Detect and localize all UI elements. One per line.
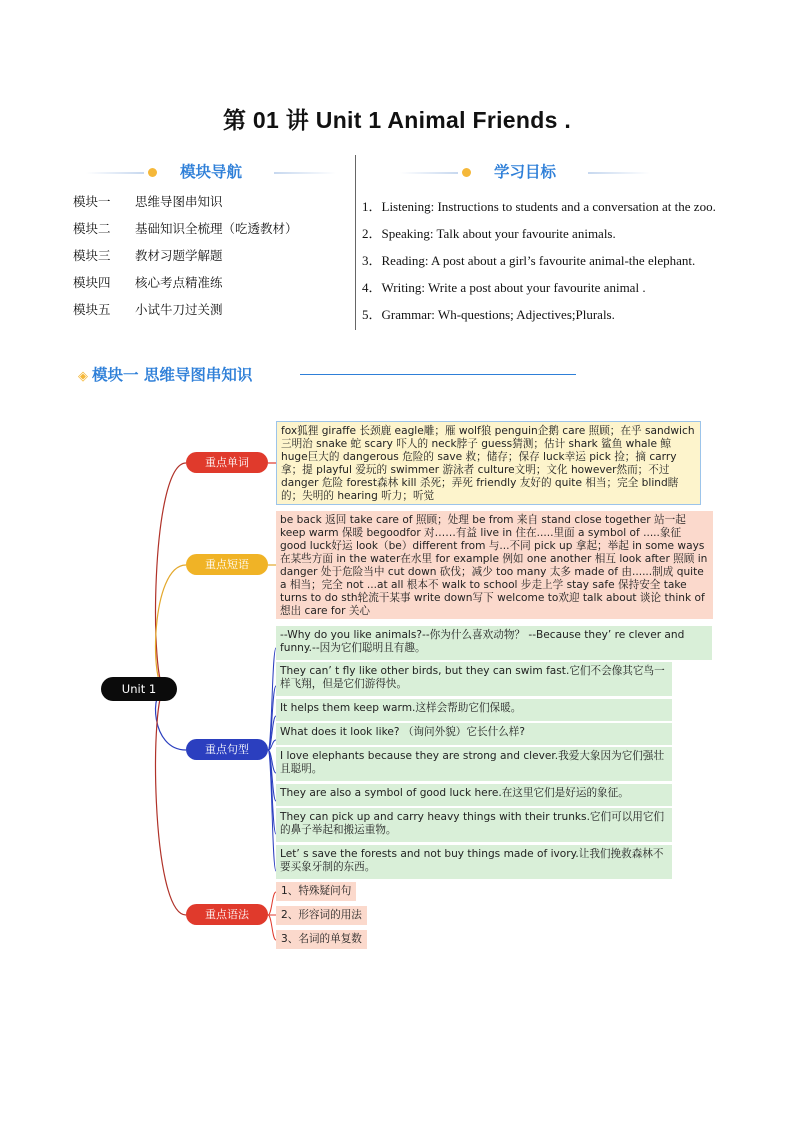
nav-item-text: 核心考点精准练 <box>135 275 223 290</box>
sentence-item: --Why do you like animals?--你为什么喜欢动物？ --Because they’ re clever and funny.--因为它们聪明且有趣。 <box>276 626 712 660</box>
key-phrases-box: be back 返回 take care of 照顾；处理 be from 来自 stand close together 站一起 keep warm 保暖 begoodfor 对……有益 live in 住在.....里面 a symbol of .....象征 good luck好运 look（be）different from 与...不同 pick up 拿起；举起 in some ways 在某些方面 in the water在水里 for example 例如 one another 相互 look after 照顾 in danger 处于危险当中 cut down 砍伐；减少 too many 太多 made of 由......制成 quite a 相当；完全 not ...at all 根本不 walk to school 步走上学 stay safe 保持安全 take turns to do sth轮流干某事 write down写下 welcome to欢迎 talk about 谈论 think of 想出 care for 关心 <box>276 511 713 619</box>
grammar-item: 2、形容词的用法 <box>276 906 367 925</box>
goal-item: 3．Reading: A post about a girl’s favourite animal-the elephant. <box>362 253 696 268</box>
nav-item-key: 模块五 <box>73 302 111 317</box>
sentence-item: They can pick up and carry heavy things with their trunks.它们可以用它们的鼻子举起和搬运重物。 <box>276 808 672 842</box>
diamond-icon: ◈ <box>78 369 88 384</box>
mindmap-root: Unit 1 <box>101 677 177 701</box>
connector-grammar-item <box>268 892 276 915</box>
nav-item-text: 小试牛刀过关测 <box>135 302 223 317</box>
nav-item-text: 基础知识全梳理（吃透教材） <box>135 221 298 236</box>
sentence-item: What does it look like? （询问外貌）它长什么样? <box>276 723 672 745</box>
nav-item-key: 模块一 <box>73 194 111 209</box>
sentence-item: They can’ t fly like other birds, but they can swim fast.它们不会像其它鸟一样飞翔，但是它们游得快。 <box>276 662 672 696</box>
branch-key-phrases: 重点短语 <box>186 554 268 575</box>
sentence-item: Let’ s save the forests and not buy things made of ivory.让我们挽救森林不要买象牙制的东西。 <box>276 845 672 879</box>
grammar-item: 1、特殊疑问句 <box>276 882 356 901</box>
nav-item-key: 模块二 <box>73 221 111 236</box>
nav-item-text: 教材习题学解题 <box>135 248 223 263</box>
goal-item: 1．Listening: Instructions to students and a conversation at the zoo. <box>362 199 716 214</box>
branch-key-grammar: 重点语法 <box>186 904 268 925</box>
connector-words <box>156 463 186 689</box>
nav-item-key: 模块四 <box>73 275 111 290</box>
key-words-box: fox狐狸 giraffe 长颈鹿 eagle雕；雁 wolf狼 penguin企鹅 care 照顾；在乎 sandwich三明治 snake 蛇 scary 吓人的 neck脖子 guess猜测；估计 shark 鲨鱼 whale 鲸 huge巨大的 dangerous 危险的 save 救；储存；保存 luck幸运 pick 捡；摘 carry 拿；提 playful 爱玩的 swimmer 游泳者 culture文明；文化 however然而；不过 danger 危险 forest森林 kill 杀死；弄死 friendly 友好的 quite 相当；完全 blind瞎的；失明的 hearing 听力；听觉 <box>276 421 701 505</box>
goal-item: 2．Speaking: Talk about your favourite animals. <box>362 226 616 241</box>
goal-item: 4．Writing: Write a post about your favourite animal . <box>362 280 646 295</box>
nav-heading-text: 模块导航 <box>179 163 242 181</box>
connector-grammar <box>156 689 186 915</box>
branch-key-sentences: 重点句型 <box>186 739 268 760</box>
grammar-item: 3、名词的单复数 <box>276 930 367 949</box>
connector-phrases <box>156 565 186 689</box>
sentence-item: It helps them keep warm.这样会帮助它们保暖。 <box>276 699 672 721</box>
goals-heading-text: 学习目标 <box>493 163 556 181</box>
section-title-text: 模块一 思维导图串知识 <box>92 366 253 384</box>
nav-item-text: 思维导图串知识 <box>135 194 223 209</box>
sentence-item: They are also a symbol of good luck here.在这里它们是好运的象征。 <box>276 784 672 806</box>
connector-grammar-item <box>268 915 276 940</box>
sentence-item: I love elephants because they are strong and clever.我爱大象因为它们强壮且聪明。 <box>276 747 672 781</box>
goal-item: 5．Grammar: Wh-questions; Adjectives;Plurals. <box>362 307 615 322</box>
nav-item-key: 模块三 <box>73 248 111 263</box>
page-title: 第 01 讲 Unit 1 Animal Friends . <box>222 107 572 133</box>
connector-sentence <box>268 750 276 871</box>
branch-key-words: 重点单词 <box>186 452 268 473</box>
